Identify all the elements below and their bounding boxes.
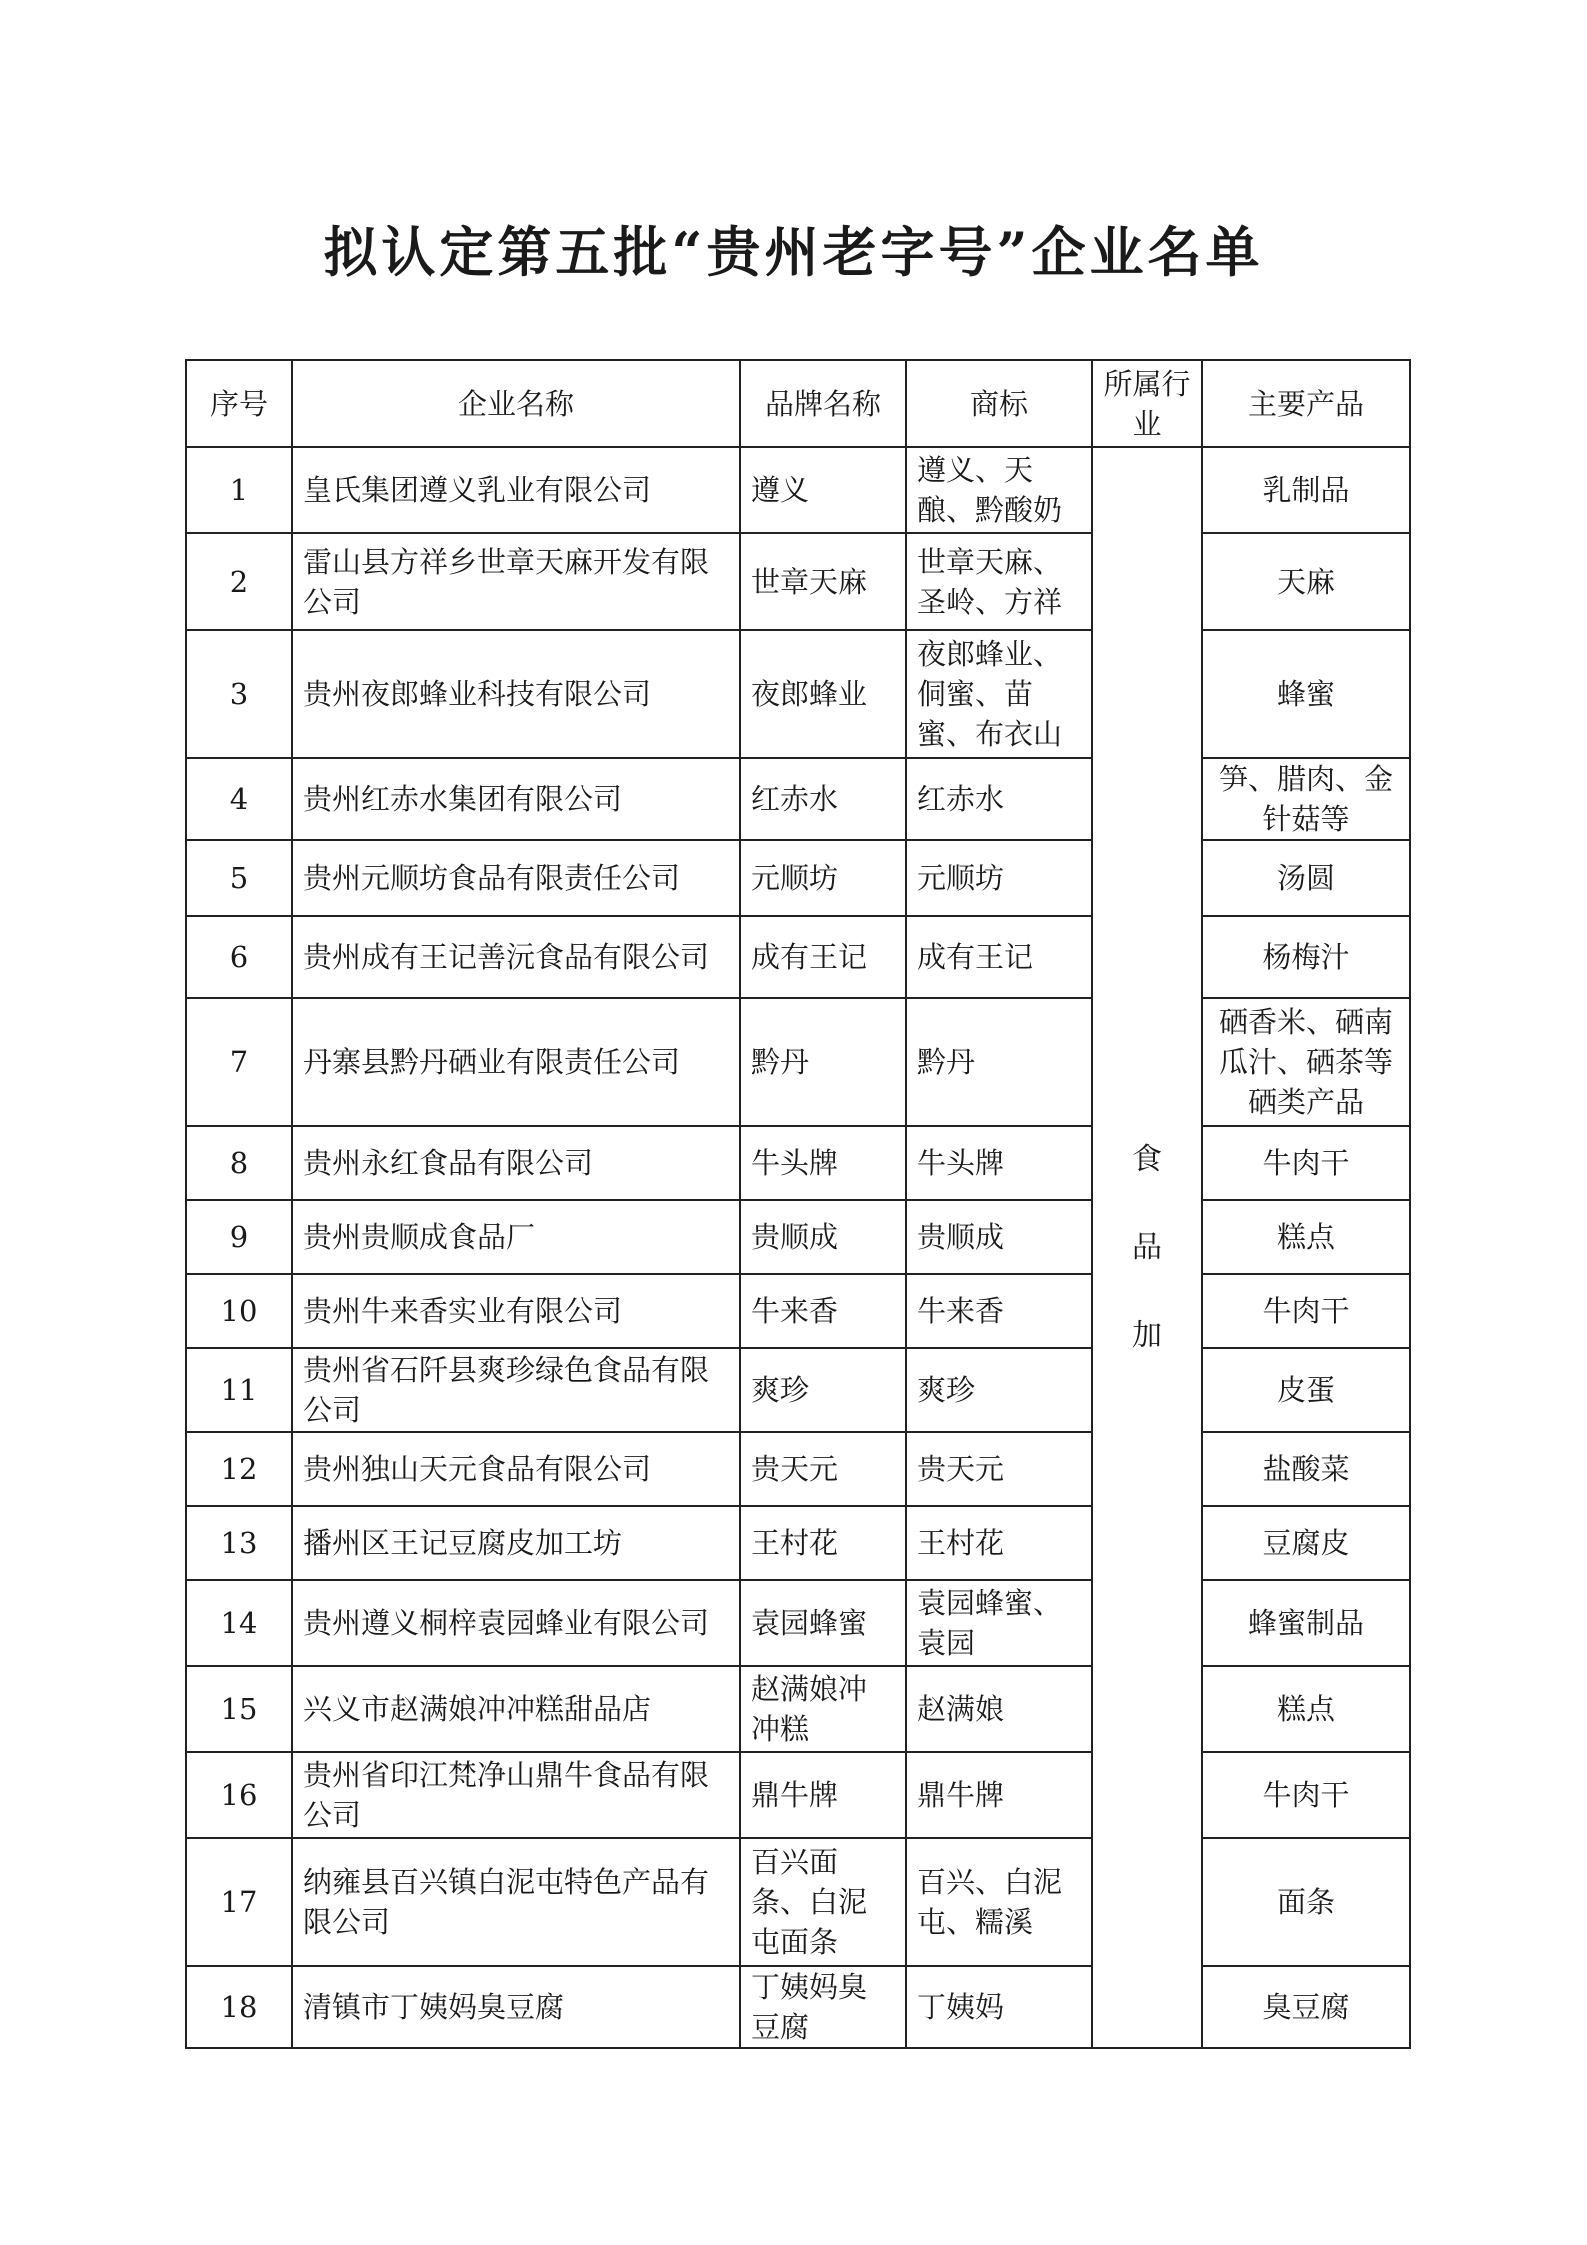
- row-no: 16: [186, 1752, 292, 1838]
- row-no: 12: [186, 1432, 292, 1506]
- row-company: 贵州遵义桐梓袁园蜂业有限公司: [292, 1580, 740, 1666]
- row-product: 牛肉干: [1202, 1126, 1410, 1200]
- row-trademark: 遵义、天酿、黔酸奶: [906, 447, 1092, 533]
- row-brand: 成有王记: [740, 916, 906, 998]
- row-brand: 夜郎蜂业: [740, 630, 906, 758]
- table-row: [186, 1966, 1410, 2048]
- row-trademark: 爽珍: [906, 1348, 1092, 1432]
- row-product: 蜂蜜制品: [1202, 1580, 1410, 1666]
- table-row: [186, 447, 1410, 533]
- table-row: [186, 1432, 1410, 1506]
- header-no: 序号: [186, 360, 292, 447]
- row-no: 1: [186, 447, 292, 533]
- table-row: [186, 1126, 1410, 1200]
- row-trademark: 黔丹: [906, 998, 1092, 1126]
- row-trademark: 百兴、白泥屯、糯溪: [906, 1838, 1092, 1966]
- row-no: 4: [186, 758, 292, 840]
- row-no: 11: [186, 1348, 292, 1432]
- row-trademark: 牛来香: [906, 1274, 1092, 1348]
- table-body: [186, 447, 1410, 2048]
- row-no: 14: [186, 1580, 292, 1666]
- row-product: 臭豆腐: [1202, 1966, 1410, 2048]
- row-company: 贵州元顺坊食品有限责任公司: [292, 840, 740, 916]
- row-company: 兴义市赵满娘冲冲糕甜品店: [292, 1666, 740, 1752]
- row-product: 硒香米、硒南瓜汁、硒茶等硒类产品: [1202, 998, 1410, 1126]
- table-row: [186, 1752, 1410, 1838]
- header-product: 主要产品: [1202, 360, 1410, 447]
- row-no: 2: [186, 533, 292, 630]
- row-brand: 鼎牛牌: [740, 1752, 906, 1838]
- table-row: [186, 758, 1410, 840]
- row-brand: 牛来香: [740, 1274, 906, 1348]
- row-company: 雷山县方祥乡世章天麻开发有限公司: [292, 533, 740, 630]
- row-product: 蜂蜜: [1202, 630, 1410, 758]
- row-company: 贵州红赤水集团有限公司: [292, 758, 740, 840]
- row-product: 糕点: [1202, 1200, 1410, 1274]
- table-row: [186, 916, 1410, 998]
- table-row: [186, 1666, 1410, 1752]
- table-row: [186, 1348, 1410, 1432]
- row-trademark: 贵天元: [906, 1432, 1092, 1506]
- row-brand: 遵义: [740, 447, 906, 533]
- row-product: 汤圆: [1202, 840, 1410, 916]
- table-row: [186, 998, 1410, 1126]
- industry-cell: [1092, 447, 1202, 2048]
- row-brand: 元顺坊: [740, 840, 906, 916]
- table-row: [186, 1580, 1410, 1666]
- row-no: 13: [186, 1506, 292, 1580]
- row-trademark: 世章天麻、圣岭、方祥: [906, 533, 1092, 630]
- row-company: 贵州永红食品有限公司: [292, 1126, 740, 1200]
- row-brand: 赵满娘冲冲糕: [740, 1666, 906, 1752]
- row-product: 盐酸菜: [1202, 1432, 1410, 1506]
- row-company: 贵州贵顺成食品厂: [292, 1200, 740, 1274]
- header-trademark: 商标: [906, 360, 1092, 447]
- row-trademark: 成有王记: [906, 916, 1092, 998]
- row-brand: 黔丹: [740, 998, 906, 1126]
- row-brand: 百兴面条、白泥屯面条: [740, 1838, 906, 1966]
- row-product: 面条: [1202, 1838, 1410, 1966]
- row-company: 贵州成有王记善沅食品有限公司: [292, 916, 740, 998]
- table-row: [186, 1838, 1410, 1966]
- row-brand: 爽珍: [740, 1348, 906, 1432]
- row-product: 乳制品: [1202, 447, 1410, 533]
- row-brand: 袁园蜂蜜: [740, 1580, 906, 1666]
- header-company: 企业名称: [292, 360, 740, 447]
- row-no: 8: [186, 1126, 292, 1200]
- row-product: 牛肉干: [1202, 1274, 1410, 1348]
- table-row: [186, 840, 1410, 916]
- row-product: 皮蛋: [1202, 1348, 1410, 1432]
- row-no: 3: [186, 630, 292, 758]
- row-company: 丹寨县黔丹硒业有限责任公司: [292, 998, 740, 1126]
- row-no: 7: [186, 998, 292, 1126]
- row-brand: 世章天麻: [740, 533, 906, 630]
- row-product: 豆腐皮: [1202, 1506, 1410, 1580]
- table-row: [186, 1506, 1410, 1580]
- industry-char: 加: [1132, 1317, 1162, 1353]
- row-company: 贵州牛来香实业有限公司: [292, 1274, 740, 1348]
- row-product: 牛肉干: [1202, 1752, 1410, 1838]
- table-row: [186, 630, 1410, 758]
- row-trademark: 赵满娘: [906, 1666, 1092, 1752]
- row-brand: 贵天元: [740, 1432, 906, 1506]
- row-company: 播州区王记豆腐皮加工坊: [292, 1506, 740, 1580]
- row-no: 18: [186, 1966, 292, 2048]
- row-company: 贵州独山天元食品有限公司: [292, 1432, 740, 1506]
- row-product: 天麻: [1202, 533, 1410, 630]
- row-no: 5: [186, 840, 292, 916]
- row-company: 清镇市丁姨妈臭豆腐: [292, 1966, 740, 2048]
- row-trademark: 丁姨妈: [906, 1966, 1092, 2048]
- row-product: 糕点: [1202, 1666, 1410, 1752]
- row-company: 纳雍县百兴镇白泥屯特色产品有限公司: [292, 1838, 740, 1966]
- row-brand: 丁姨妈臭豆腐: [740, 1966, 906, 2048]
- row-no: 15: [186, 1666, 292, 1752]
- header-industry: 所属行业: [1092, 360, 1202, 447]
- row-product: 笋、腊肉、金针菇等: [1202, 758, 1410, 840]
- industry-char: 食: [1132, 1141, 1162, 1177]
- row-brand: 红赤水: [740, 758, 906, 840]
- page-title: 拟认定第五批“贵州老字号”企业名单: [323, 220, 1264, 284]
- industry-char: 品: [1132, 1229, 1162, 1265]
- table-row: [186, 1274, 1410, 1348]
- row-brand: 王村花: [740, 1506, 906, 1580]
- row-trademark: 贵顺成: [906, 1200, 1092, 1274]
- row-company: 贵州夜郎蜂业科技有限公司: [292, 630, 740, 758]
- row-company: 贵州省石阡县爽珍绿色食品有限公司: [292, 1348, 740, 1432]
- row-trademark: 牛头牌: [906, 1126, 1092, 1200]
- row-product: 杨梅汁: [1202, 916, 1410, 998]
- table-header-row: [186, 360, 1410, 447]
- row-brand: 牛头牌: [740, 1126, 906, 1200]
- row-no: 6: [186, 916, 292, 998]
- row-no: 9: [186, 1200, 292, 1274]
- table-row: [186, 1200, 1410, 1274]
- row-no: 10: [186, 1274, 292, 1348]
- row-brand: 贵顺成: [740, 1200, 906, 1274]
- row-trademark: 鼎牛牌: [906, 1752, 1092, 1838]
- row-trademark: 夜郎蜂业、侗蜜、苗蜜、布衣山: [906, 630, 1092, 758]
- row-company: 贵州省印江梵净山鼎牛食品有限公司: [292, 1752, 740, 1838]
- row-trademark: 红赤水: [906, 758, 1092, 840]
- header-brand: 品牌名称: [740, 360, 906, 447]
- row-trademark: 袁园蜂蜜、袁园: [906, 1580, 1092, 1666]
- row-company: 皇氏集团遵义乳业有限公司: [292, 447, 740, 533]
- table-row: [186, 533, 1410, 630]
- company-table: [185, 359, 1411, 2049]
- row-trademark: 王村花: [906, 1506, 1092, 1580]
- row-no: 17: [186, 1838, 292, 1966]
- row-trademark: 元顺坊: [906, 840, 1092, 916]
